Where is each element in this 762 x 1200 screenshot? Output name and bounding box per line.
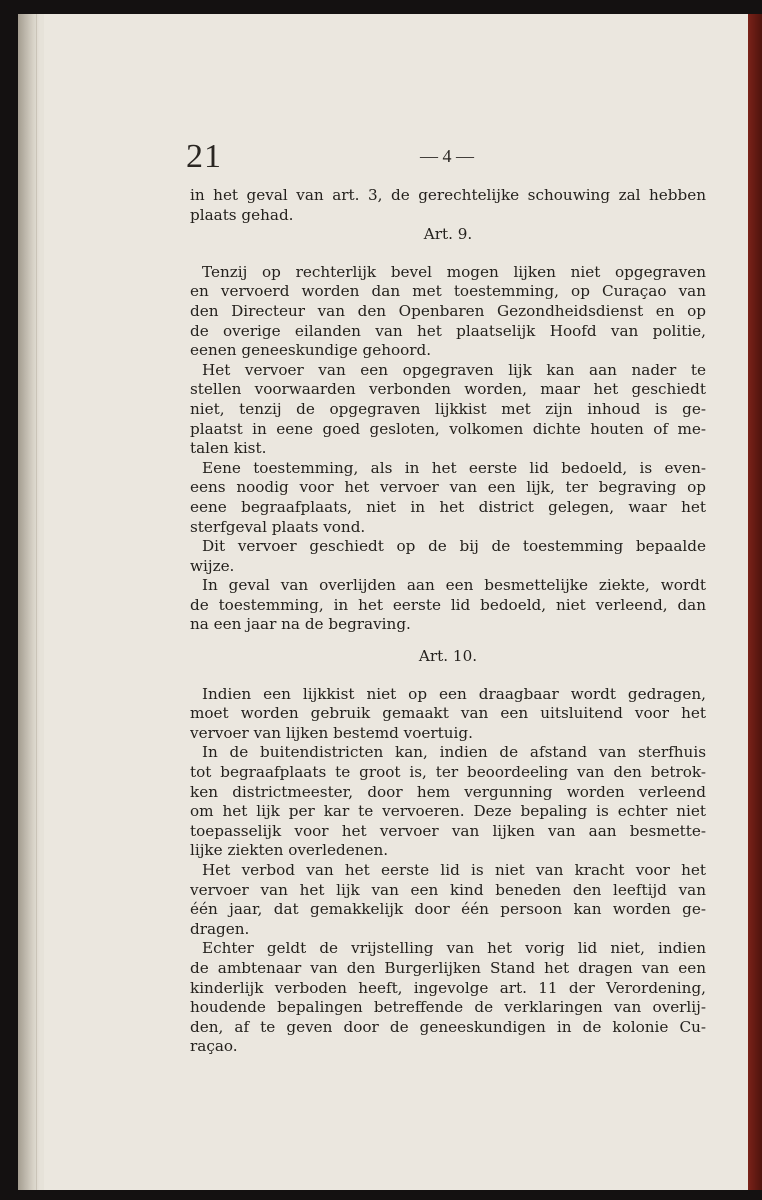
text-line: en vervoerd worden dan met toestemming, op Curaçao van — [190, 282, 706, 301]
paragraph-first-line: Indien een lijkkist niet op een draagbaar wordt gedragen, — [202, 684, 706, 703]
text-line: den Directeur van den Openbaren Gezondheidsdienst en op — [190, 301, 706, 320]
paragraph-first-line: Eene toestemming, als in het eerste lid bedoeld, is even- — [202, 458, 706, 477]
text-line: moet worden gebruik gemaakt van een uitsluitend voor het — [190, 704, 706, 723]
text-line: plaatst in eene goed gesloten, volkomen dichte houten of me- — [190, 419, 706, 438]
spine-shadow — [18, 14, 40, 1190]
article-heading: Art. 10. — [418, 647, 478, 666]
text-line: in het geval van art. 3, de gerechtelijke schouwing zal hebben — [190, 186, 706, 204]
paragraph-first-line: Het vervoer van een opgegraven lijk kan aan nader te — [202, 360, 706, 379]
text-line: raçao. — [190, 1037, 238, 1056]
text-line: sterfgeval plaats vond. — [190, 517, 366, 536]
spacer — [190, 245, 706, 263]
text-line: den, af te geven door de geneeskundigen in de kolonie Cu- — [190, 1017, 706, 1036]
text-line: ken districtmeester, door hem vergunning worden verleend — [190, 782, 706, 801]
paragraph-first-line: In geval van overlijden aan een besmettelijke ziekte, wordt — [202, 576, 706, 595]
text-line: wijze. — [190, 556, 235, 575]
folio-number: 21 — [186, 138, 222, 175]
text-line: om het lijk per kar te vervoeren. Deze bepaling is echter niet — [190, 802, 706, 821]
text-line: vervoer van het lijk van een kind beneden den leeftijd van — [190, 880, 706, 899]
text-line: eens noodig voor het vervoer van een lijk, ter begraving op — [190, 478, 706, 497]
text-line: stellen voorwaarden verbonden worden, maar het geschiedt — [190, 380, 706, 399]
paragraph-first-line: Echter geldt de vrijstelling van het vorig lid niet, indien — [202, 939, 706, 958]
body-text — [190, 186, 706, 1057]
text-line: na een jaar na de begraving. — [190, 615, 411, 634]
spacer — [190, 635, 706, 647]
text-line: de ambtenaar van den Burgerlijken Stand het dragen van een — [190, 958, 706, 977]
text-line: tot begraafplaats te groot is, ter beoordeeling van den betrok- — [190, 763, 706, 782]
text-line: eenen geneeskundige gehoord. — [190, 341, 432, 360]
text-line: één jaar, dat gemakkelijk door één persoon kan worden ge- — [190, 900, 706, 919]
book-binding — [748, 14, 762, 1190]
text-line: de overige eilanden van het plaatselijk Hoofd van politie, — [190, 321, 706, 340]
paragraph-first-line: Tenzij op rechterlijk bevel mogen lijken niet opgegraven — [202, 262, 706, 281]
text-line: toepasselijk voor het vervoer van lijken van aan besmette- — [190, 821, 706, 840]
paragraph-first-line: Het verbod van het eerste lid is niet van kracht voor het — [202, 861, 706, 879]
paragraph-first-line: Dit vervoer geschiedt op de bij de toestemming bepaalde — [202, 537, 706, 556]
text-line: de toestemming, in het eerste lid bedoeld, niet verleend, dan — [190, 595, 706, 614]
text-line: eene begraafplaats, niet in het district gelegen, waar het — [190, 497, 706, 516]
page-number: — 4 — — [420, 146, 474, 166]
paragraph-first-line: In de buitendistricten kan, indien de afstand van sterfhuis — [202, 743, 706, 762]
text-line: plaats gehad. — [190, 205, 294, 224]
article-heading: Art. 9. — [423, 225, 473, 244]
text-line: dragen. — [190, 919, 250, 938]
text-line: lijke ziekten overledenen. — [190, 841, 389, 860]
text-line: houdende bepalingen betreffende de verklaringen van overlij- — [190, 998, 706, 1017]
text-line: niet, tenzij de opgegraven lijkkist met zijn inhoud is ge- — [190, 399, 706, 418]
text-line: kinderlijk verboden heeft, ingevolge art. 11 der Verordening, — [190, 978, 706, 997]
spacer — [190, 667, 706, 685]
text-line: talen kist. — [190, 439, 267, 458]
text-line: vervoer van lijken bestemd voertuig. — [190, 723, 473, 742]
